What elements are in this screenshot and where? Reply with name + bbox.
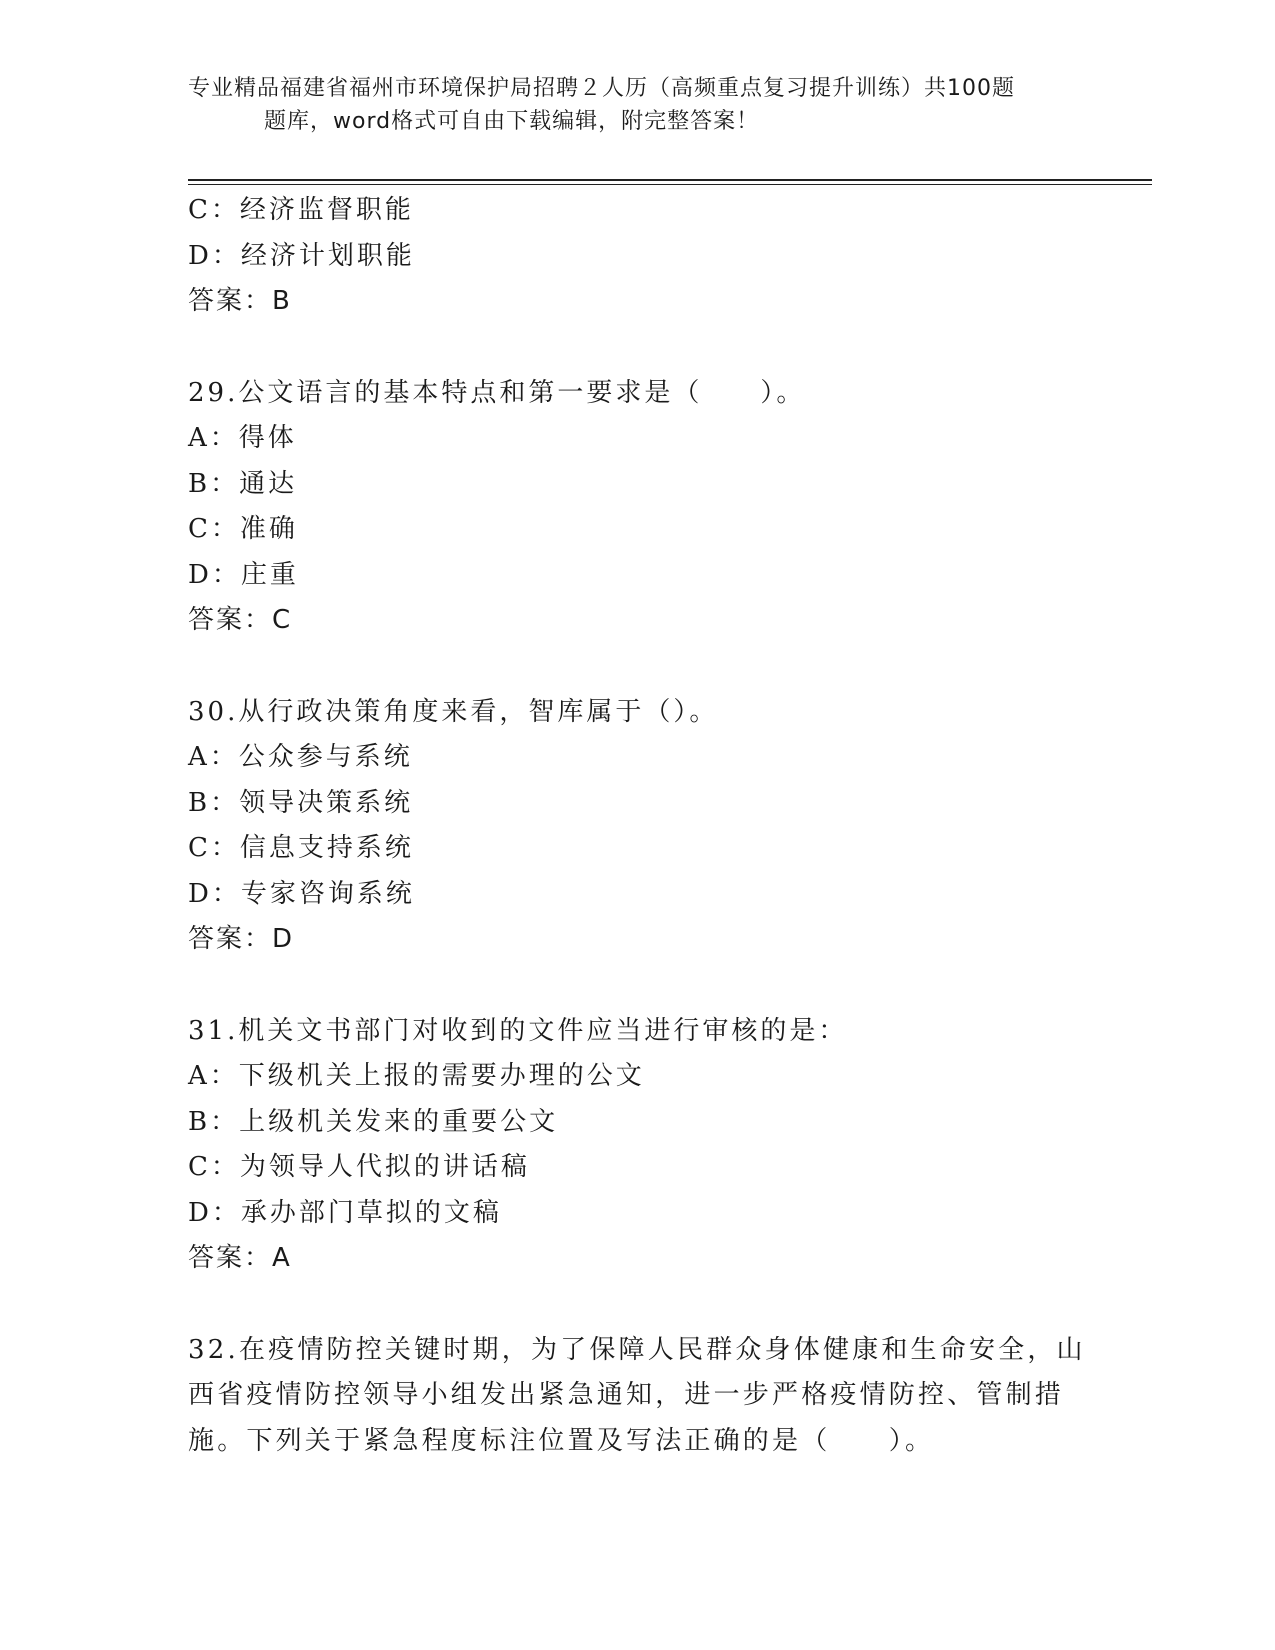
option-b: B：领导决策系统 — [188, 787, 414, 818]
option-b: B：通达 — [188, 468, 298, 499]
option-d: D：庄重 — [188, 559, 299, 590]
question-29 — [188, 371, 1088, 644]
option-c: C：经济监督职能 — [188, 195, 414, 225]
question-stem-line: 施。下列关于紧急程度标注位置及写法正确的是（ ）。 — [188, 1425, 935, 1456]
question-32 — [188, 1328, 1088, 1465]
option-a: A：得体 — [188, 423, 297, 453]
header-title-line1: 专业精品福建省福州市环境保护局招聘２人历（高频重点复习提升训练）共100题 — [188, 76, 1015, 101]
option-d: D：经济计划职能 — [188, 240, 415, 271]
question-stem-line: 32.在疫情防控关键时期，为了保障人民群众身体健康和生命安全，山 — [188, 1334, 1086, 1365]
option-c: C：信息支持系统 — [188, 833, 414, 863]
option-c: C：为领导人代拟的讲话稿 — [188, 1152, 530, 1182]
answer-label: 答案：C — [188, 605, 293, 635]
question-stem: 31.机关文书部门对收到的文件应当进行审核的是： — [188, 1015, 848, 1046]
option-a: A：公众参与系统 — [188, 742, 413, 772]
header-title-line2: 题库，word格式可自由下载编辑，附完整答案！ — [264, 109, 760, 134]
option-d: D：专家咨询系统 — [188, 878, 415, 909]
question-list — [188, 188, 1088, 1464]
document-header — [188, 72, 1088, 138]
question-stem-line: 西省疫情防控领导小组发出紧急通知，进一步严格疫情防控、管制措 — [188, 1380, 1065, 1410]
question-28-tail — [188, 188, 1088, 325]
question-stem: 29.公文语言的基本特点和第一要求是（ ）。 — [188, 377, 806, 408]
header-divider-thick — [188, 179, 1152, 181]
answer-label: 答案：D — [188, 924, 295, 954]
question-stem: 30.从行政决策角度来看，智库属于（）。 — [188, 696, 719, 727]
option-d: D：承办部门草拟的文稿 — [188, 1197, 502, 1228]
question-30 — [188, 690, 1088, 963]
answer-label: 答案：B — [188, 286, 292, 316]
option-b: B：上级机关发来的重要公文 — [188, 1106, 559, 1137]
header-divider-thin — [188, 184, 1152, 185]
option-a: A：下级机关上报的需要办理的公文 — [188, 1061, 645, 1091]
option-c: C：准确 — [188, 514, 298, 544]
question-31 — [188, 1009, 1088, 1282]
answer-label: 答案：A — [188, 1243, 292, 1273]
